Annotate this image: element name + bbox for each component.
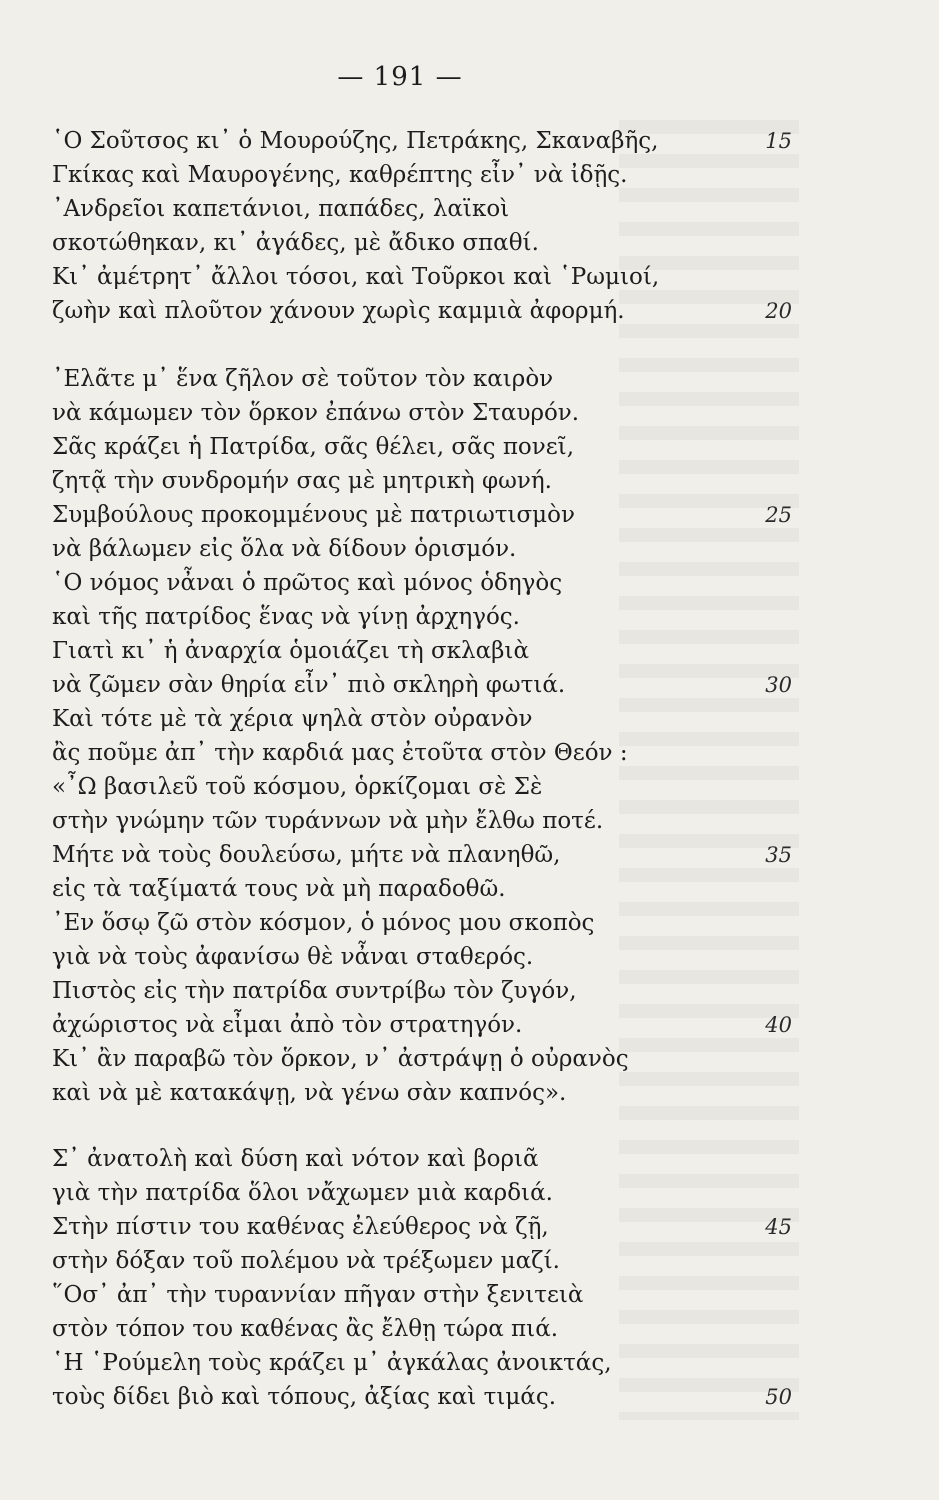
verse-line: [52, 668, 792, 702]
line-number: 15: [765, 129, 792, 153]
verse-line: [52, 1008, 792, 1042]
verse-text: Πιστὸς εἰς τὴν πατρίδα συντρίβω τὸν ζυγόν,: [52, 978, 577, 1004]
verse-text: στὸν τόπον του καθένας ἂς ἔλθῃ τώρα πιά.: [52, 1316, 559, 1342]
verse-line: [52, 702, 792, 736]
verse-line: [52, 260, 792, 294]
stanza-2: [52, 362, 792, 1110]
verse-line: [52, 770, 792, 804]
verse-text: τοὺς δίδει βιὸ καὶ τόπους, ἀξίας καὶ τιμάς.: [52, 1384, 557, 1410]
verse-text: γιὰ τὴν πατρίδα ὅλοι νἄχωμεν μιὰ καρδιά.: [52, 1180, 553, 1206]
verse-line: [52, 600, 792, 634]
verse-text: ᾿Εν ὅσῳ ζῶ στὸν κόσμον, ὁ μόνος μου σκοπὸς: [52, 910, 595, 936]
verse-line: [52, 430, 792, 464]
page-number: — 191 —: [337, 62, 463, 92]
verse-line: [52, 396, 792, 430]
verse-line: [52, 158, 792, 192]
verse-text: «῏Ω βασιλεῦ τοῦ κόσμου, ὁρκίζομαι σὲ Σὲ: [52, 774, 543, 800]
verse-line: [52, 362, 792, 396]
line-number: 20: [765, 299, 792, 323]
verse-text: ῾Η ῾Ρούμελη τοὺς κράζει μ᾿ ἀγκάλας ἀνοικτάς,: [52, 1350, 612, 1376]
verse-line: [52, 124, 792, 158]
line-number: 25: [765, 503, 792, 527]
line-number: 35: [765, 843, 792, 867]
verse-line: [52, 498, 792, 532]
verse-text: στὴν δόξαν τοῦ πολέμου νὰ τρέξωμεν μαζί.: [52, 1248, 560, 1274]
verse-text: καὶ νὰ μὲ κατακάψῃ, νὰ γένω σὰν καπνός».: [52, 1080, 567, 1106]
verse-line: [52, 940, 792, 974]
verse-line: [52, 532, 792, 566]
verse-text: ῾Ο Σοῦτσος κι᾿ ὁ Μουρούζης, Πετράκης, Σκαναβῆς,: [52, 128, 659, 154]
verse-line: [52, 1176, 792, 1210]
verse-text: ἂς ποῦμε ἀπ᾿ τὴν καρδιά μας ἐτοῦτα στὸν Θεόν :: [52, 740, 628, 766]
verse-text: Στὴν πίστιν του καθένας ἐλεύθερος νὰ ζῇ,: [52, 1214, 549, 1240]
verse-text: Γιατὶ κι᾿ ἡ ἀναρχία ὁμοιάζει τὴ σκλαβιὰ: [52, 638, 529, 664]
stanza-1: [52, 124, 792, 328]
verse-line: [52, 226, 792, 260]
verse-text: Μήτε νὰ τοὺς δουλεύσω, μήτε νὰ πλανηθῶ,: [52, 842, 561, 868]
verse-text: στὴν γνώμην τῶν τυράννων νὰ μὴν ἔλθω ποτέ.: [52, 808, 604, 834]
verse-line: [52, 1142, 792, 1176]
line-number: 45: [765, 1215, 792, 1239]
line-number: 30: [765, 673, 792, 697]
verse-line: [52, 1380, 792, 1414]
verse-line: [52, 872, 792, 906]
verse-text: Κι᾿ ἀμέτρητ᾿ ἄλλοι τόσοι, καὶ Τοῦρκοι καὶ ῾Ρωμιοί,: [52, 264, 660, 290]
verse-line: [52, 294, 792, 328]
verse-text: Κι᾿ ἂν παραβῶ τὸν ὅρκον, ν᾿ ἀστράψῃ ὁ οὐρανὸς: [52, 1046, 629, 1072]
verse-line: [52, 804, 792, 838]
verse-text: Γκίκας καὶ Μαυρογένης, καθρέπτης εἶν᾿ νὰ ἰδῇς.: [52, 162, 628, 188]
verse-text: καὶ τῆς πατρίδος ἕνας νὰ γίνῃ ἀρχηγός.: [52, 604, 520, 630]
verse-text: νὰ κάμωμεν τὸν ὅρκον ἐπάνω στὸν Σταυρόν.: [52, 400, 580, 426]
verse-text: Συμβούλους προκομμένους μὲ πατριωτισμὸν: [52, 502, 575, 528]
verse-line: [52, 1210, 792, 1244]
verse-line: [52, 736, 792, 770]
verse-text: ζητᾷ τὴν συνδρομήν σας μὲ μητρικὴ φωνή.: [52, 468, 552, 494]
verse-line: [52, 634, 792, 668]
verse-line: [52, 1346, 792, 1380]
verse-text: ῾Ο νόμος νἆναι ὁ πρῶτος καὶ μόνος ὁδηγὸς: [52, 570, 563, 596]
verse-text: γιὰ νὰ τοὺς ἀφανίσω θὲ νἆναι σταθερός.: [52, 944, 534, 970]
stanza-3: [52, 1142, 792, 1414]
verse-text: νὰ βάλωμεν εἰς ὅλα νὰ δίδουν ὁρισμόν.: [52, 536, 517, 562]
verse-text: Σ᾿ ἀνατολὴ καὶ δύση καὶ νότον καὶ βοριᾶ: [52, 1146, 539, 1172]
verse-line: [52, 464, 792, 498]
verse-line: [52, 1042, 792, 1076]
line-number: 40: [765, 1013, 792, 1037]
verse-line: [52, 974, 792, 1008]
verse-line: [52, 1278, 792, 1312]
verse-line: [52, 566, 792, 600]
verse-text: ῞Οσ᾿ ἀπ᾿ τὴν τυραννίαν πῆγαν στὴν ξενιτειὰ: [52, 1282, 584, 1308]
verse-text: ᾿Ανδρεῖοι καπετάνιοι, παπάδες, λαϊκοὶ: [52, 196, 510, 222]
verse-line: [52, 838, 792, 872]
verse-text: εἰς τὰ ταξίματά τους νὰ μὴ παραδοθῶ.: [52, 876, 506, 902]
verse-line: [52, 1076, 792, 1110]
verse-text: νὰ ζῶμεν σὰν θηρία εἶν᾿ πιὸ σκληρὴ φωτιά.: [52, 672, 566, 698]
verse-line: [52, 1244, 792, 1278]
verse-text: Σᾶς κράζει ἡ Πατρίδα, σᾶς θέλει, σᾶς πονεῖ,: [52, 434, 575, 460]
verse-text: Καὶ τότε μὲ τὰ χέρια ψηλὰ στὸν οὐρανὸν: [52, 706, 533, 732]
verse-line: [52, 192, 792, 226]
verse-text: σκοτώθηκαν, κι᾿ ἀγάδες, μὲ ἄδικο σπαθί.: [52, 230, 539, 256]
verse-text: ἀχώριστος νὰ εἶμαι ἀπὸ τὸν στρατηγόν.: [52, 1012, 523, 1038]
line-number: 50: [765, 1385, 792, 1409]
verse-line: [52, 1312, 792, 1346]
verse-text: ζωὴν καὶ πλοῦτον χάνουν χωρὶς καμμιὰ ἀφορμή.: [52, 298, 625, 324]
verse-line: [52, 906, 792, 940]
verse-text: ᾿Ελᾶτε μ᾿ ἕνα ζῆλον σὲ τοῦτον τὸν καιρὸν: [52, 366, 554, 392]
